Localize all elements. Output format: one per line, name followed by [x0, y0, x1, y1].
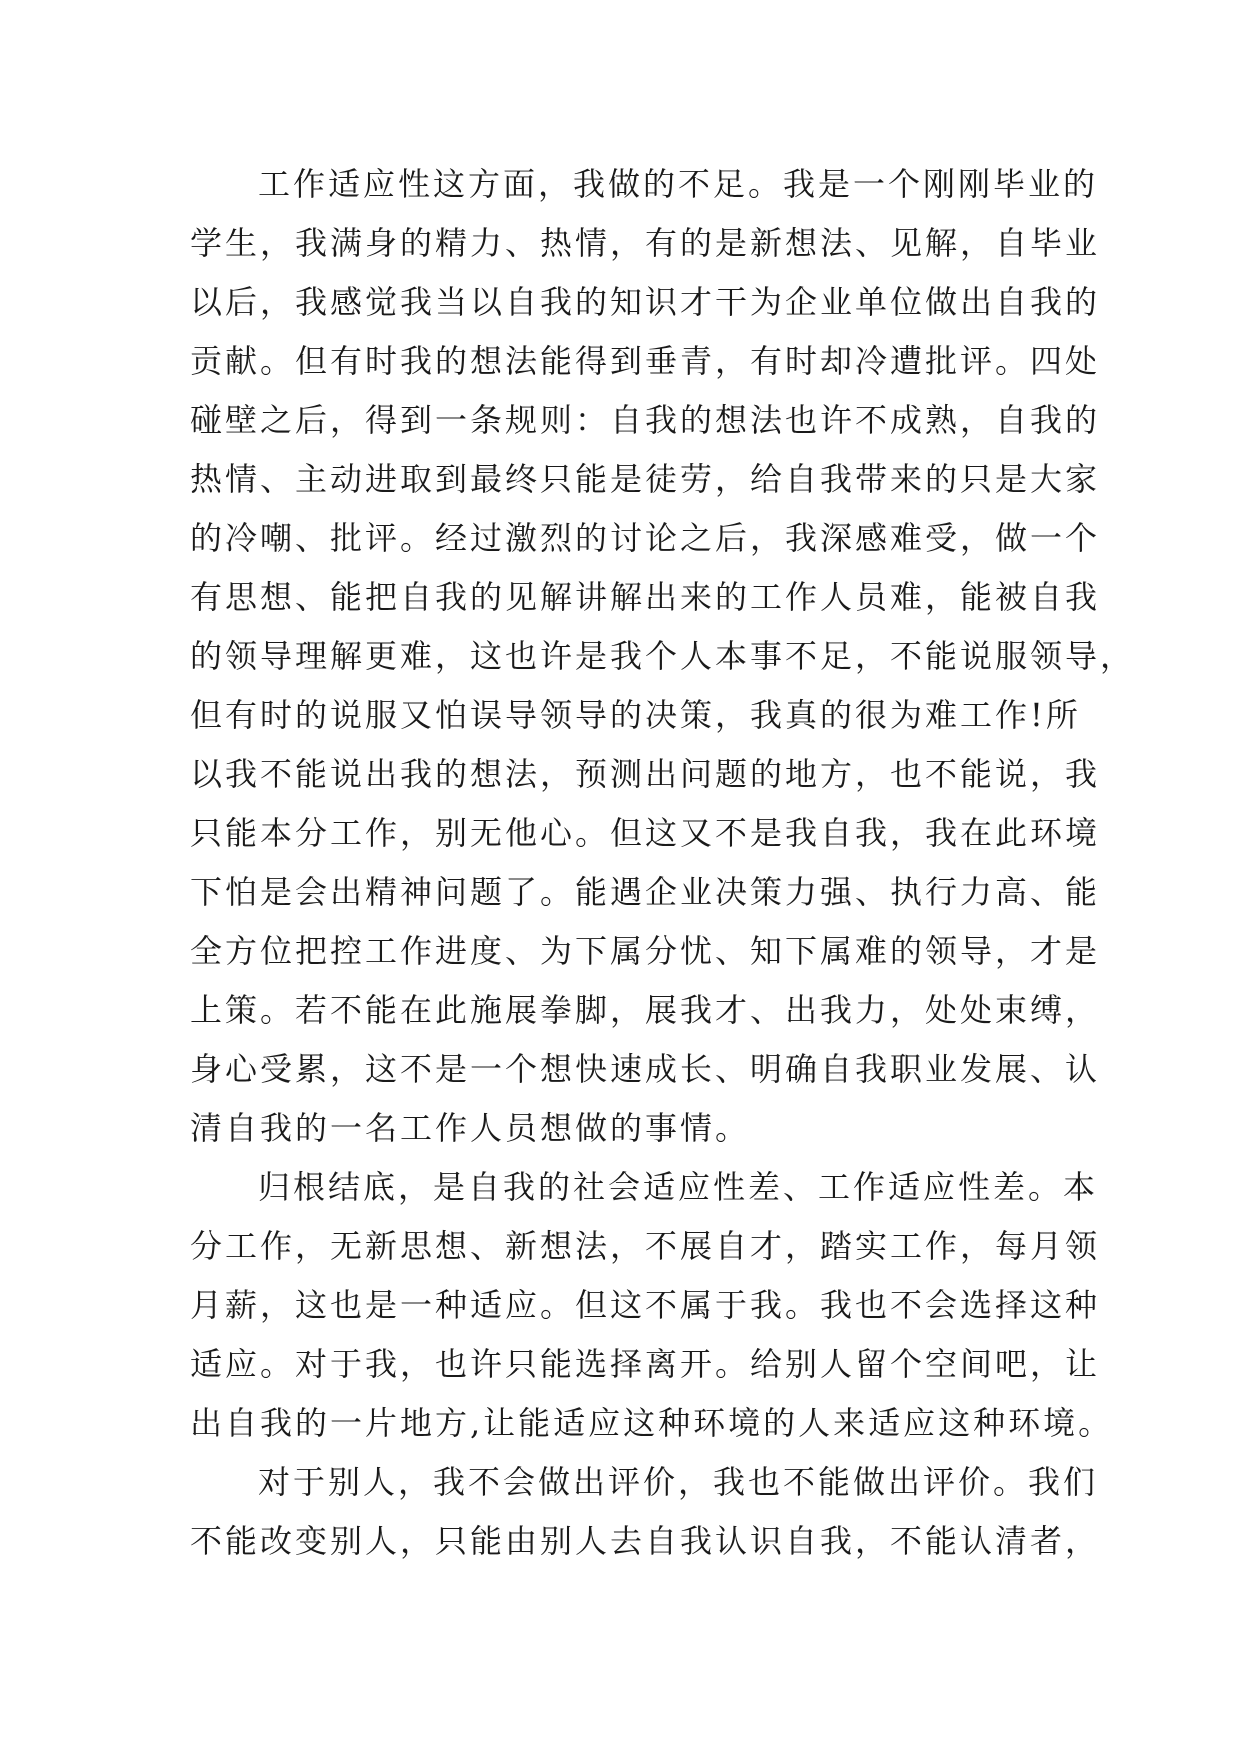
text-line: 出自我的一片地方,让能适应这种环境的人来适应这种环境。 [190, 1404, 1114, 1442]
document-body [190, 155, 1136, 1571]
text-line: 上策。若不能在此施展拳脚，展我才、出我力，处处束缚， [190, 991, 1101, 1029]
text-line: 热情、主动进取到最终只能是徒劳，给自我带来的只是大家 [190, 460, 1101, 498]
text-line: 下怕是会出精神问题了。能遇企业决策力强、执行力高、能 [190, 873, 1101, 911]
text-line: 工作适应性这方面，我做的不足。我是一个刚刚毕业的 [258, 165, 1099, 203]
text-line: 分工作，无新思想、新想法，不展自才，踏实工作，每月领 [190, 1227, 1101, 1265]
text-line: 贡献。但有时我的想法能得到垂青，有时却冷遭批评。四处 [190, 342, 1101, 380]
text-line: 清自我的一名工作人员想做的事情。 [190, 1109, 751, 1147]
text-line: 全方位把控工作进度、为下属分忧、知下属难的领导，才是 [190, 932, 1101, 970]
text-line: 以我不能说出我的想法，预测出问题的地方，也不能说，我 [190, 755, 1101, 793]
text-line: 有思想、能把自我的见解讲解出来的工作人员难，能被自我 [190, 578, 1101, 616]
text-line: 碰壁之后，得到一条规则：自我的想法也许不成熟，自我的 [190, 401, 1101, 439]
text-line: 但有时的说服又怕误导领导的决策，我真的很为难工作!所 [190, 696, 1081, 734]
text-line: 以后，我感觉我当以自我的知识才干为企业单位做出自我的 [190, 283, 1101, 321]
text-line: 月薪，这也是一种适应。但这不属于我。我也不会选择这种 [190, 1286, 1101, 1324]
text-line: 的冷嘲、批评。经过激烈的讨论之后，我深感难受，做一个 [190, 519, 1101, 557]
text-line: 不能改变别人，只能由别人去自我认识自我，不能认清者， [190, 1522, 1101, 1560]
text-line: 适应。对于我，也许只能选择离开。给别人留个空间吧，让 [190, 1345, 1101, 1383]
text-line: 身心受累，这不是一个想快速成长、明确自我职业发展、认 [190, 1050, 1101, 1088]
text-line: 对于别人，我不会做出评价，我也不能做出评价。我们 [258, 1463, 1099, 1501]
text-line: 的领导理解更难，这也许是我个人本事不足，不能说服领导， [190, 637, 1136, 675]
text-line: 只能本分工作，别无他心。但这又不是我自我，我在此环境 [190, 814, 1101, 852]
text-line: 归根结底，是自我的社会适应性差、工作适应性差。本 [258, 1168, 1099, 1206]
text-line: 学生，我满身的精力、热情，有的是新想法、见解，自毕业 [190, 224, 1101, 262]
